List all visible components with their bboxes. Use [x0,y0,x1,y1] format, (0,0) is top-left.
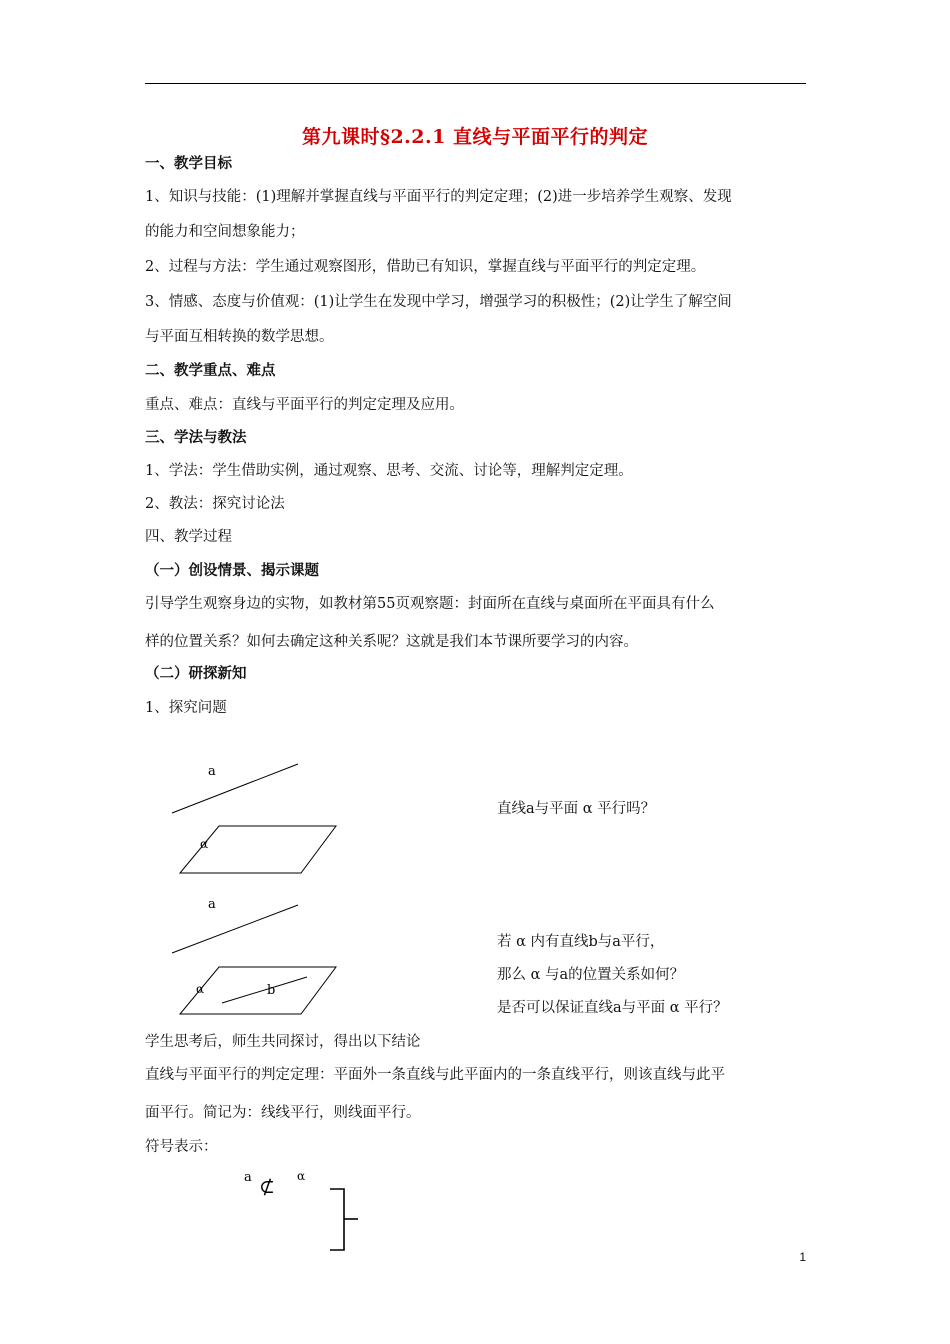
section-heading-keypoints: 二、教学重点、难点 [145,362,276,379]
line-b [222,977,307,1003]
figure-question: 若 α 内有直线b与a平行， [497,934,665,950]
symbol-alpha: α [297,1169,306,1183]
paragraph-line: 引导学生观察身边的实物，如教材第55页观察题：封面所在直线与桌面所在平面具有什么 [145,596,715,612]
figure-question: 是否可以保证直线a与平面 α 平行？ [497,1000,728,1016]
not-subset-symbol: ⊄ [259,1176,275,1198]
line-a [172,764,298,813]
paragraph-line: 1、知识与技能：(1)理解并掌握直线与平面平行的判定定理；(2)进一步培养学生观察、发现 [145,189,732,205]
header-rule [145,83,806,84]
paragraph-line: 2、过程与方法：学生通过观察图形，借助已有知识，掌握直线与平面平行的判定定理。 [145,259,706,275]
paragraph-line: 2、教法：探究讨论法 [145,496,285,512]
theorem-line: 直线与平面平行的判定定理：平面外一条直线与此平面内的一条直线平行，则该直线与此平 [145,1067,725,1083]
paragraph-line: 1、探究问题 [145,700,227,716]
paragraph-line: 的能力和空间想象能力； [145,224,305,240]
theorem-line: 面平行。简记为：线线平行，则线面平行。 [145,1105,421,1121]
page-number: 1 [799,1250,806,1264]
symbol-a: a [244,1170,252,1185]
paragraph-line: 学生思考后，师生共同探讨，得出以下结论 [145,1034,421,1050]
symbol-notation [235,1165,375,1260]
paragraph-line: 1、学法：学生借助实例，通过观察、思考、交流、讨论等，理解判定定理。 [145,463,633,479]
subsection-heading: （二）研探新知 [145,665,247,682]
plane-alpha-label: α [196,982,205,996]
line-a [172,905,298,953]
section-heading-objectives: 一、教学目标 [145,155,232,172]
plane-alpha-label: α [200,837,209,851]
bracket [330,1189,344,1250]
line-b-label: b [267,983,276,998]
figure-line-plane-2 [160,893,360,1023]
section-heading-methods: 三、学法与教法 [145,429,247,446]
figure-line-plane-1 [160,755,360,885]
subsection-heading: （一）创设情景、揭示课题 [145,562,319,579]
page-title: 第九课时§2.2.1 直线与平面平行的判定 [302,126,648,148]
figure-question: 直线a与平面 α 平行吗？ [497,801,656,817]
section-heading-process: 四、教学过程 [145,529,232,545]
paragraph-line: 样的位置关系？如何去确定这种关系呢？这就是我们本节课所要学习的内容。 [145,634,638,650]
figure-question: 那么 α 与a的位置关系如何？ [497,967,685,983]
paragraph-line: 符号表示： [145,1139,218,1155]
paragraph-line: 与平面互相转换的数学思想。 [145,329,334,345]
paragraph-line: 重点、难点：直线与平面平行的判定定理及应用。 [145,397,464,413]
line-a-label: a [208,897,216,912]
line-a-label: a [208,764,216,779]
paragraph-line: 3、情感、态度与价值观：(1)让学生在发现中学习，增强学习的积极性；(2)让学生了解空间 [145,294,732,310]
